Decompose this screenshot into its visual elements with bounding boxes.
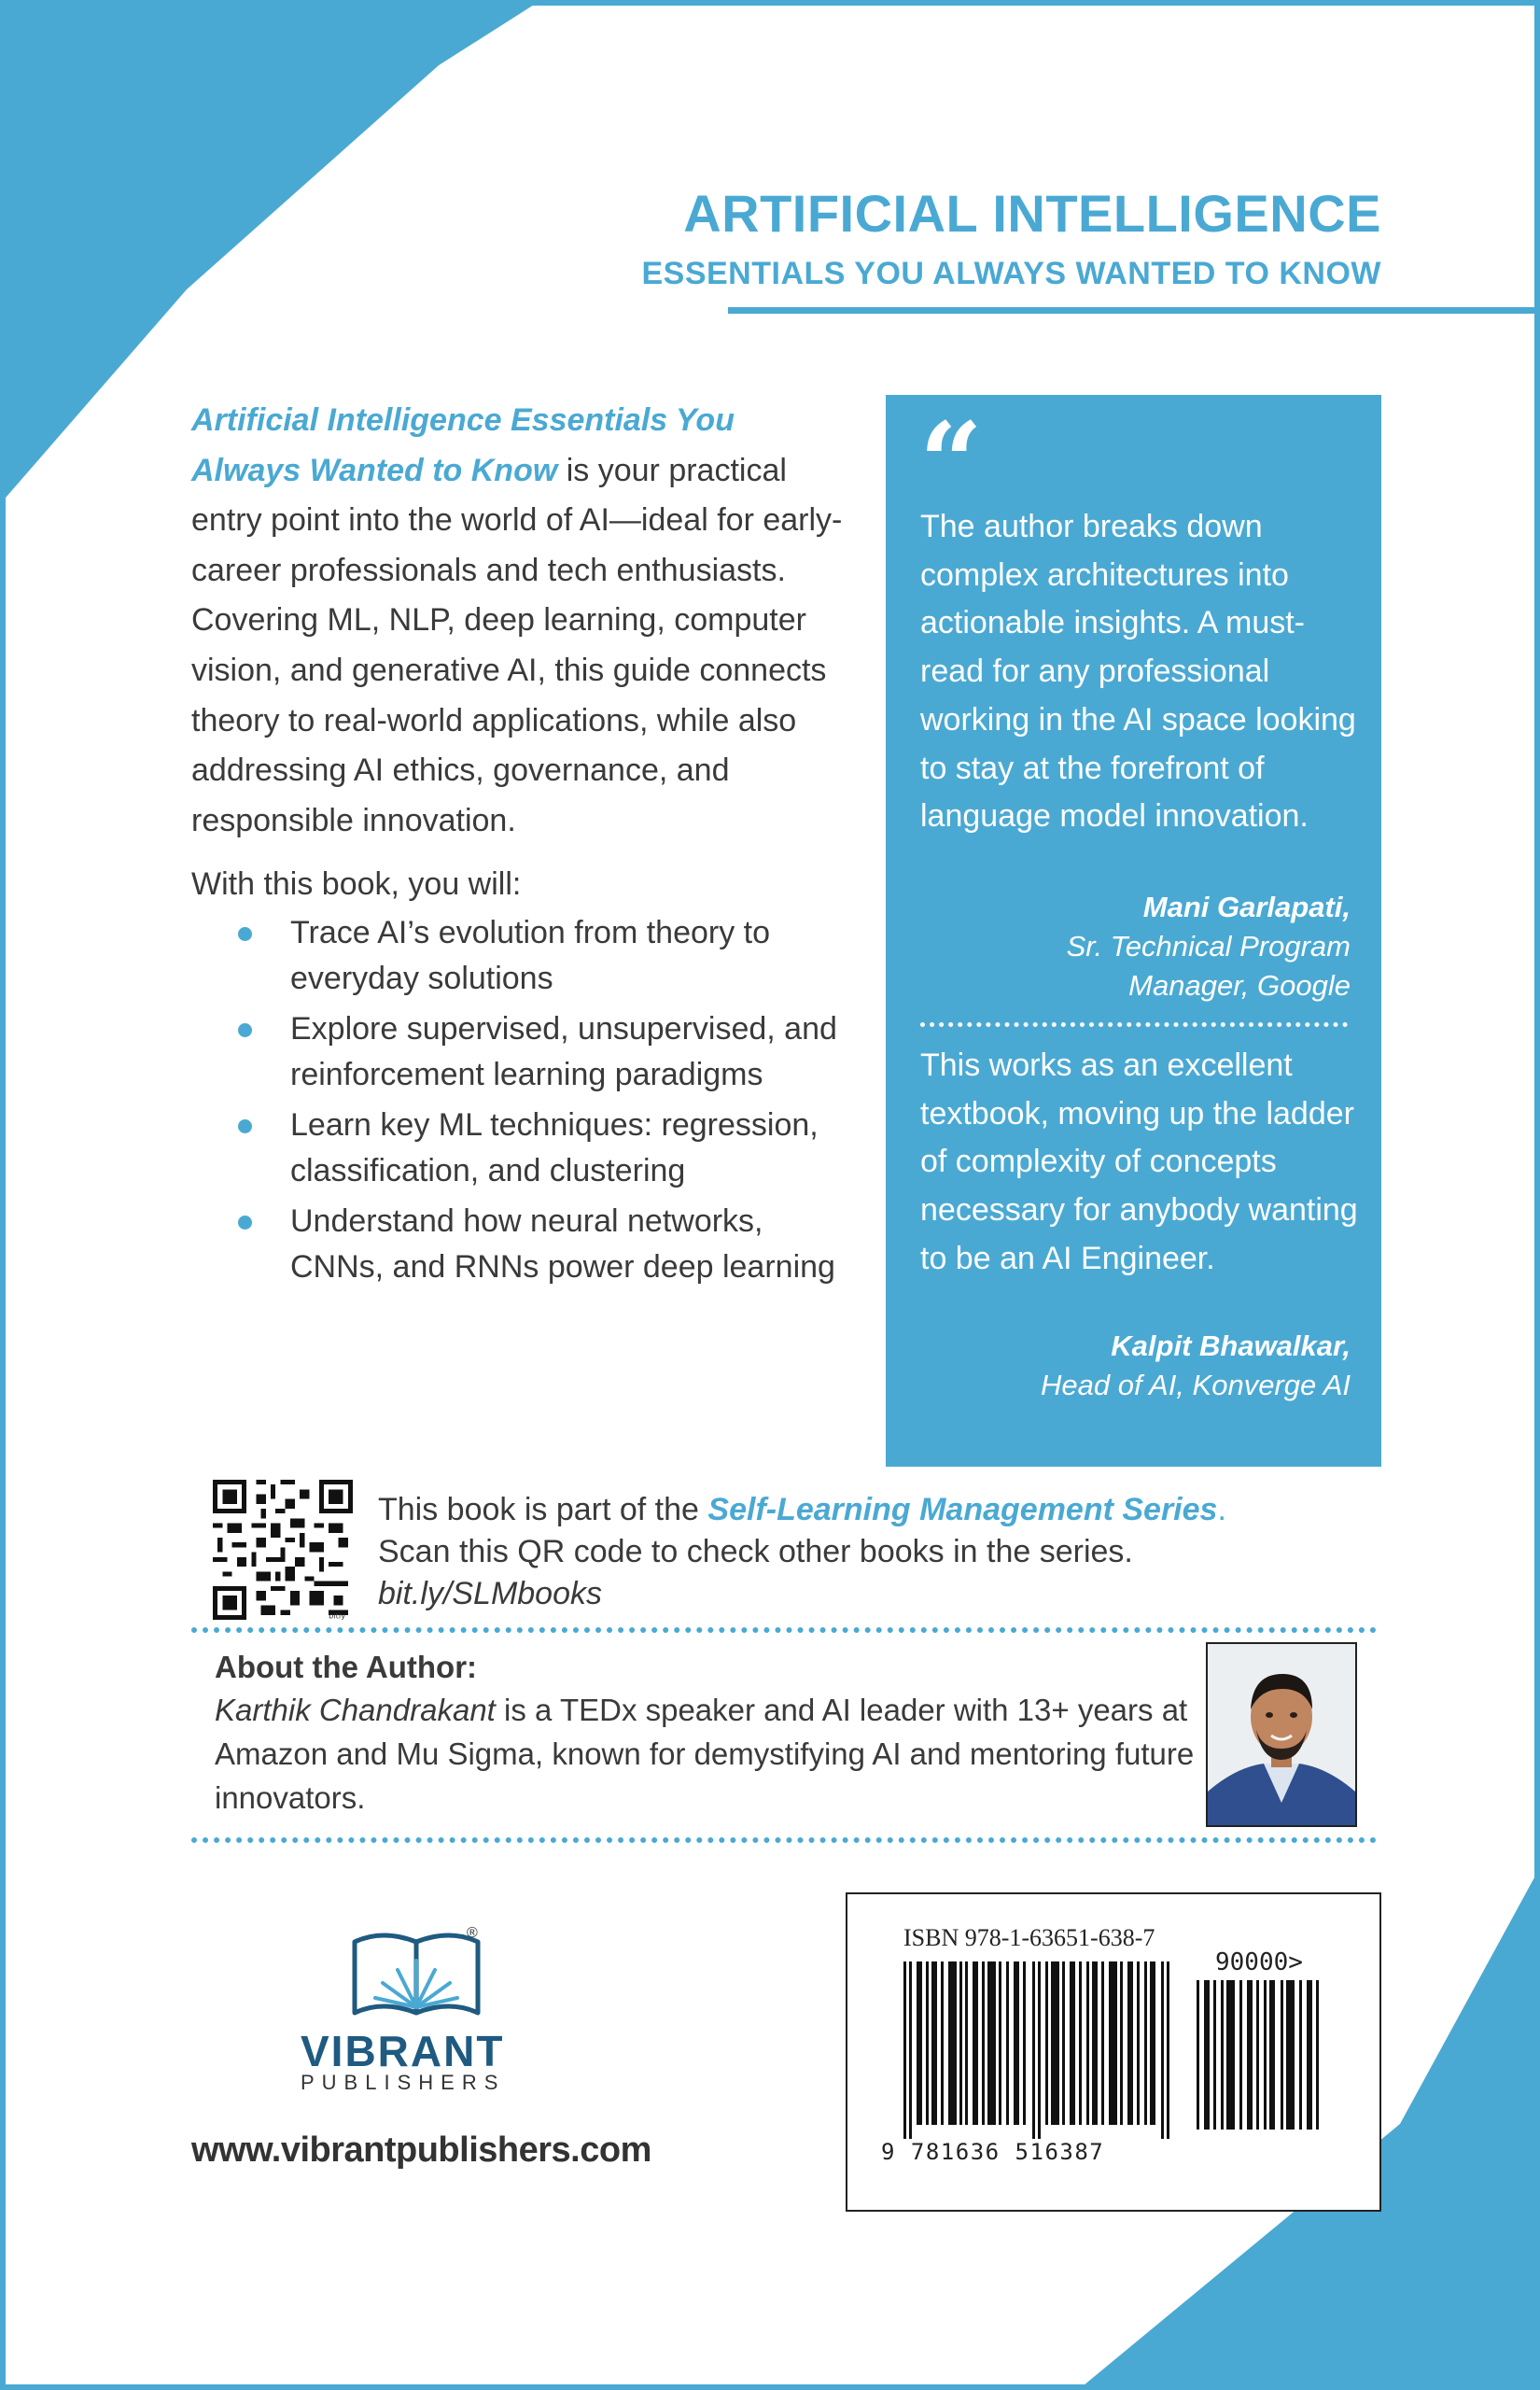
about-author-heading: About the Author: xyxy=(215,1650,478,1684)
author-bio: is a TEDx speaker and AI leader with 13+ years at Amazon and Mu Sigma, known for demystifying AI and mentoring future innovators. xyxy=(215,1693,1195,1815)
dotted-divider-top xyxy=(191,1627,1377,1633)
dotted-divider-bottom xyxy=(191,1837,1377,1843)
about-author-text xyxy=(215,1688,1204,1820)
testimonial-1-role-line1: Sr. Technical Program xyxy=(1066,930,1351,963)
list-item xyxy=(229,1006,863,1098)
ean-barcode xyxy=(903,1961,1174,2139)
bullet-dot-icon xyxy=(238,1216,252,1230)
qr-caption: bitly xyxy=(329,1610,346,1620)
price-code: 90000> xyxy=(1215,1948,1303,1976)
testimonial-1-author: Mani Garlapati, xyxy=(1142,891,1351,923)
testimonial-1-attribution xyxy=(1067,888,1351,1005)
testimonial-2-text: This works as an excellent textbook, moving up the ladder of complexity of concepts necessary for anybody wanting to be an AI Engineer. xyxy=(920,1047,1358,1276)
series-line2: Scan this QR code to check other books in the series. xyxy=(378,1534,1133,1569)
price-addon-barcode xyxy=(1197,1980,1337,2130)
bullet-dot-icon xyxy=(238,927,252,941)
list-item-text: Trace AI’s evolution from theory to everyday solutions xyxy=(290,915,771,996)
author-portrait-illustration xyxy=(1208,1644,1355,1825)
list-item-text: Explore supervised, unsupervised, and reinforcement learning paradigms xyxy=(290,1011,837,1092)
book-subtitle: ESSENTIALS YOU ALWAYS WANTED TO KNOW xyxy=(641,256,1381,291)
publisher-subname: PUBLISHERS xyxy=(301,2071,506,2094)
isbn-label: ISBN 978-1-63651-638-7 xyxy=(903,1924,1155,1951)
testimonial-separator xyxy=(920,1022,1348,1027)
series-line1-suffix: . xyxy=(1217,1492,1226,1527)
list-item xyxy=(229,910,863,1002)
series-name: Self-Learning Management Series xyxy=(707,1492,1218,1527)
publisher-website[interactable]: www.vibrantpublishers.com xyxy=(191,2130,651,2170)
barcode-digits: 9 781636 516387 xyxy=(881,2139,1105,2165)
qr-code[interactable] xyxy=(213,1480,353,1620)
quote-mark-icon: “ xyxy=(919,398,983,527)
list-item-text: Understand how neural networks, CNNs, and RNNs power deep learning xyxy=(290,1203,835,1285)
testimonial-box xyxy=(886,395,1381,1467)
testimonial-2-attribution xyxy=(1041,1327,1351,1405)
series-line1 xyxy=(378,1489,1226,1531)
list-item xyxy=(229,1103,863,1194)
series-link[interactable]: bit.ly/SLMbooks xyxy=(378,1576,602,1611)
testimonial-1-text: The author breaks down complex architectures into actionable insights. A must-read for any professional working in the AI space looking to stay at the forefront of language model innovation. xyxy=(920,509,1356,835)
bullet-dot-icon xyxy=(238,1023,252,1037)
publisher-name: VIBRANT xyxy=(301,2027,505,2075)
series-line1-prefix: This book is part of the xyxy=(378,1492,708,1527)
author-photo xyxy=(1206,1642,1357,1827)
series-info xyxy=(378,1489,1226,1615)
with-this-book-heading: With this book, you will: xyxy=(191,866,522,902)
bullet-dot-icon xyxy=(238,1119,252,1133)
list-item xyxy=(229,1199,863,1290)
book-title: ARTIFICIAL INTELLIGENCE xyxy=(683,184,1381,243)
testimonial-2-role: Head of AI, Konverge AI xyxy=(1040,1369,1351,1401)
intro-text: is your practical entry point into the world of AI—ideal for early-career professionals and tech enthusiasts. Covering ML, NLP, deep learning, computer vision, and generative AI, this guide connects theory to real-world applications, while also addressing AI ethics, governance, and responsible innovation. xyxy=(191,452,843,838)
intro-book-name: Artificial Intelligence Essentials You Always Wanted to Know xyxy=(191,402,735,488)
testimonial-1-role-line2: Manager, Google xyxy=(1128,969,1351,1002)
title-underline xyxy=(728,307,1535,314)
learning-bullet-list xyxy=(229,910,863,1295)
intro-paragraph xyxy=(191,396,849,846)
author-name: Karthik Chandrakant xyxy=(215,1693,496,1727)
list-item-text: Learn key ML techniques: regression, classification, and clustering xyxy=(290,1107,819,1188)
testimonial-2-author: Kalpit Bhawalkar, xyxy=(1111,1329,1351,1362)
isbn-barcode-box xyxy=(846,1892,1381,2212)
registered-mark: ® xyxy=(467,1925,478,1941)
